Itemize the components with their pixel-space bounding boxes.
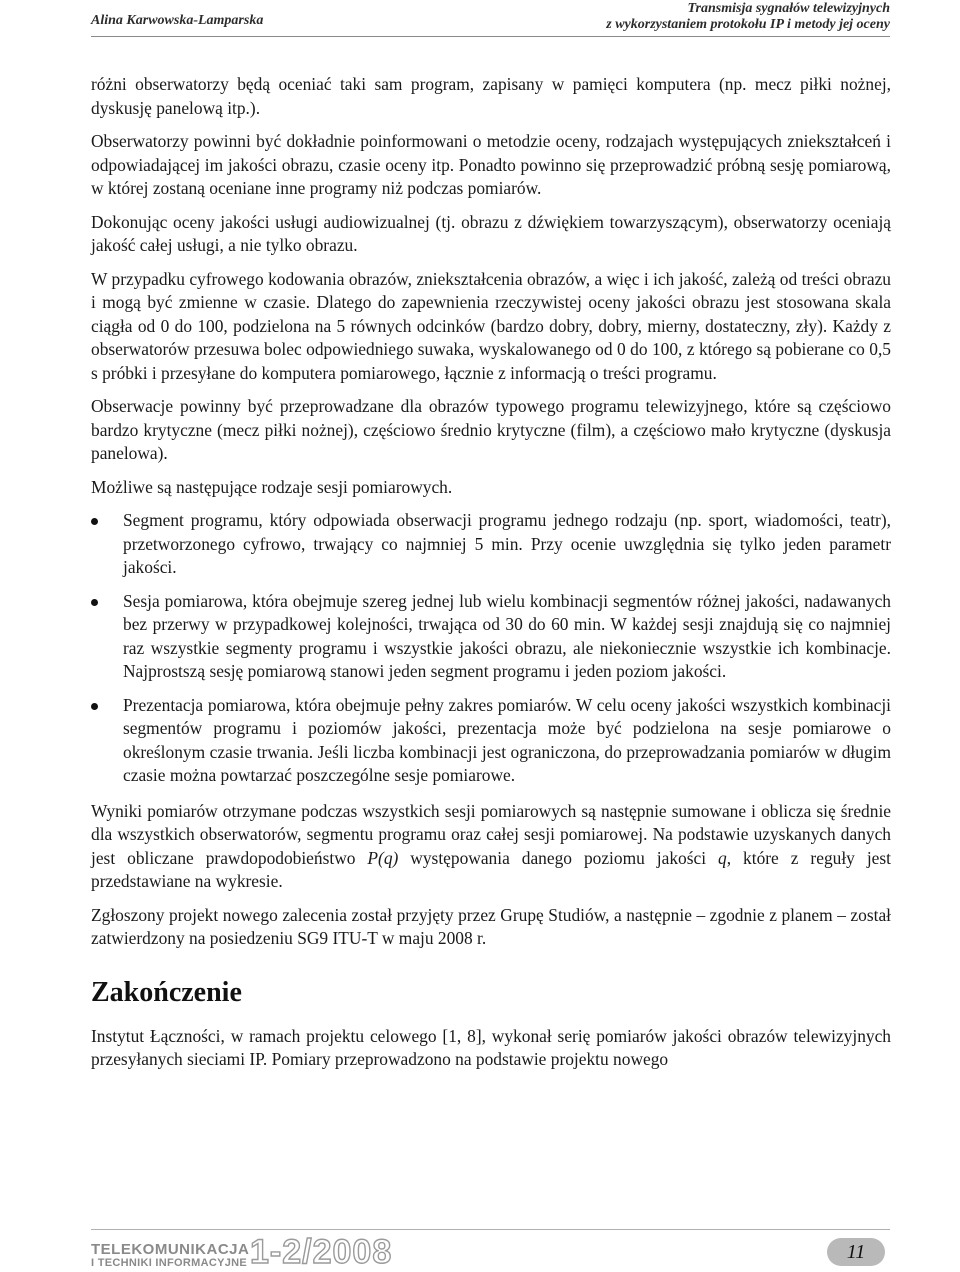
footer-rule: [91, 1229, 890, 1230]
results-text-middle: występowania danego poziomu jakości: [398, 847, 719, 868]
header-title-line1: Transmisja sygnałów telewizyjnych: [687, 1, 890, 16]
header-title: [606, 1, 890, 33]
list-item: [91, 694, 891, 788]
bullet-icon: [91, 703, 98, 710]
bullet-icon: [91, 518, 98, 525]
results-paragraph: [91, 800, 891, 894]
journal-brand-line1: TELEKOMUNIKACJA: [91, 1241, 250, 1258]
journal-issue: 1-2/2008: [250, 1233, 393, 1271]
list-item: [91, 509, 891, 580]
list-item: [91, 590, 891, 684]
section-heading: Zakończenie: [91, 976, 242, 1008]
bullet-icon: [91, 599, 98, 606]
header-author: Alina Karwowska-Lamparska: [91, 13, 264, 28]
results-text-before: Wyniki pomiarów otrzymane podczas wszystkich sesji pomiarowych są następnie sumowane i oblicza się średnie dla wszystkich obserwatorów, segmentu programu oraz całej sesji pomiarowej. Na podstawie uzyskanych danych jest obliczane prawdopodobieństwo: [91, 800, 891, 868]
paragraph-4: W przypadku cyfrowego kodowania obrazów, zniekształcenia obrazów, a więc i ich jakość, zależą od treści obrazu i mogą być zmienne w czasie. Dlatego do zapewnienia rzeczywistej oceny jakości obrazu jest stosowana skala ciągła od 0 do 100, podzielona na 5 równych odcinków (bardzo dobry, dobry, mierny, dostateczny, zły). Każdy z obserwatorów przesuwa bolec odpowiedniego suwaka, wyskalowanego od 0 do 100, z którego są pobierane co 0,5 s próbki i przesyłane do komputera pomiarowego, łącznie z informacją o treści programu.: [91, 268, 891, 383]
approval-paragraph: Zgłoszony projekt nowego zalecenia został przyjęty przez Grupę Studiów, a następnie – zgodnie z planem – został zatwierdzony na posiedzeniu SG9 ITU-T w maju 2008 r.: [91, 904, 891, 948]
quality-variable: q: [718, 847, 727, 868]
running-header: [0, 0, 960, 38]
probability-formula: P(q): [367, 847, 399, 868]
conclusion-paragraph: Instytut Łączności, w ramach projektu celowego [1, 8], wykonał serię pomiarów jakości obrazów telewizyjnych przesyłanych sieciami IP. Pomiary przeprowadzono na podstawie projektu nowego: [91, 1025, 891, 1069]
article-body: [91, 73, 891, 1082]
session-types-list: [91, 509, 891, 788]
journal-brand-line2: I TECHNIKI INFORMACYJNE: [91, 1257, 248, 1269]
header-rule: [91, 36, 890, 37]
page-footer: [0, 1225, 960, 1271]
header-title-line2: z wykorzystaniem protokołu IP i metody jej oceny: [606, 17, 890, 32]
list-item-text: Segment programu, który odpowiada obserwacji programu jednego rodzaju (np. sport, wiadomości, teatr), przetworzonego cyfrowo, trwający co najmniej 5 min. Przy ocenie uwzględnia się tylko jeden parametr jakości.: [123, 510, 891, 577]
paragraph-1: różni obserwatorzy będą oceniać taki sam program, zapisany w pamięci komputera (np. mecz piłki nożnej, dyskusję panelową itp.).: [91, 74, 891, 118]
paragraph-6: Możliwe są następujące rodzaje sesji pomiarowych.: [91, 476, 453, 497]
results-text-after: , które z reguły jest przedstawiane na wykresie.: [91, 847, 891, 891]
paragraph-3: Dokonując oceny jakości usługi audiowizualnej (tj. obrazu z dźwiękiem towarzyszącym), obserwatorzy oceniają jakość całej usługi, a nie tylko obrazu.: [91, 211, 891, 255]
page-number: 11: [827, 1238, 885, 1266]
list-item-text: Prezentacja pomiarowa, która obejmuje pełny zakres pomiarów. W celu oceny jakości wszystkich kombinacji segmentów programu i poziomów jakości, prezentacja może być podzielona na sesje pomiarowe o określonym czasie trwania. Jeśli liczba kombinacji jest ograniczona, do przeprowadzania pomiarów w długim czasie można powtarzać poszczególne sesje pomiarowe.: [123, 694, 891, 785]
list-item-text: Sesja pomiarowa, która obejmuje szereg jednej lub wielu kombinacji segmentów różnej jakości, nadawanych bez przerwy w przypadkowej kolejności, trwająca od 30 do 60 min. W każdej sesji znajdują się co najmniej raz wszystkie segmenty programu i wszystkie jakości obrazu, ale niekoniecznie wszystkie ich kombinacje. Najprostszą sesję pomiarową stanowi jeden segment programu i jeden poziom jakości.: [123, 590, 891, 681]
paragraph-2: Obserwatorzy powinni być dokładnie poinformowani o metodzie oceny, rodzajach występujących zniekształceń i odpowiadającej im jakości obrazu, czasie oceny itp. Ponadto powinno się przeprowadzić próbną sesję pomiarową, w której zostaną oceniane inne programy niż podczas pomiarów.: [91, 131, 891, 198]
paragraph-5: Obserwacje powinny być przeprowadzane dla obrazów typowego programu telewizyjnego, które są częściowo bardzo krytyczne (mecz piłki nożnej), częściowo średnio krytyczne (film), a częściowo mało krytyczne (dyskusja panelowa).: [91, 396, 891, 463]
